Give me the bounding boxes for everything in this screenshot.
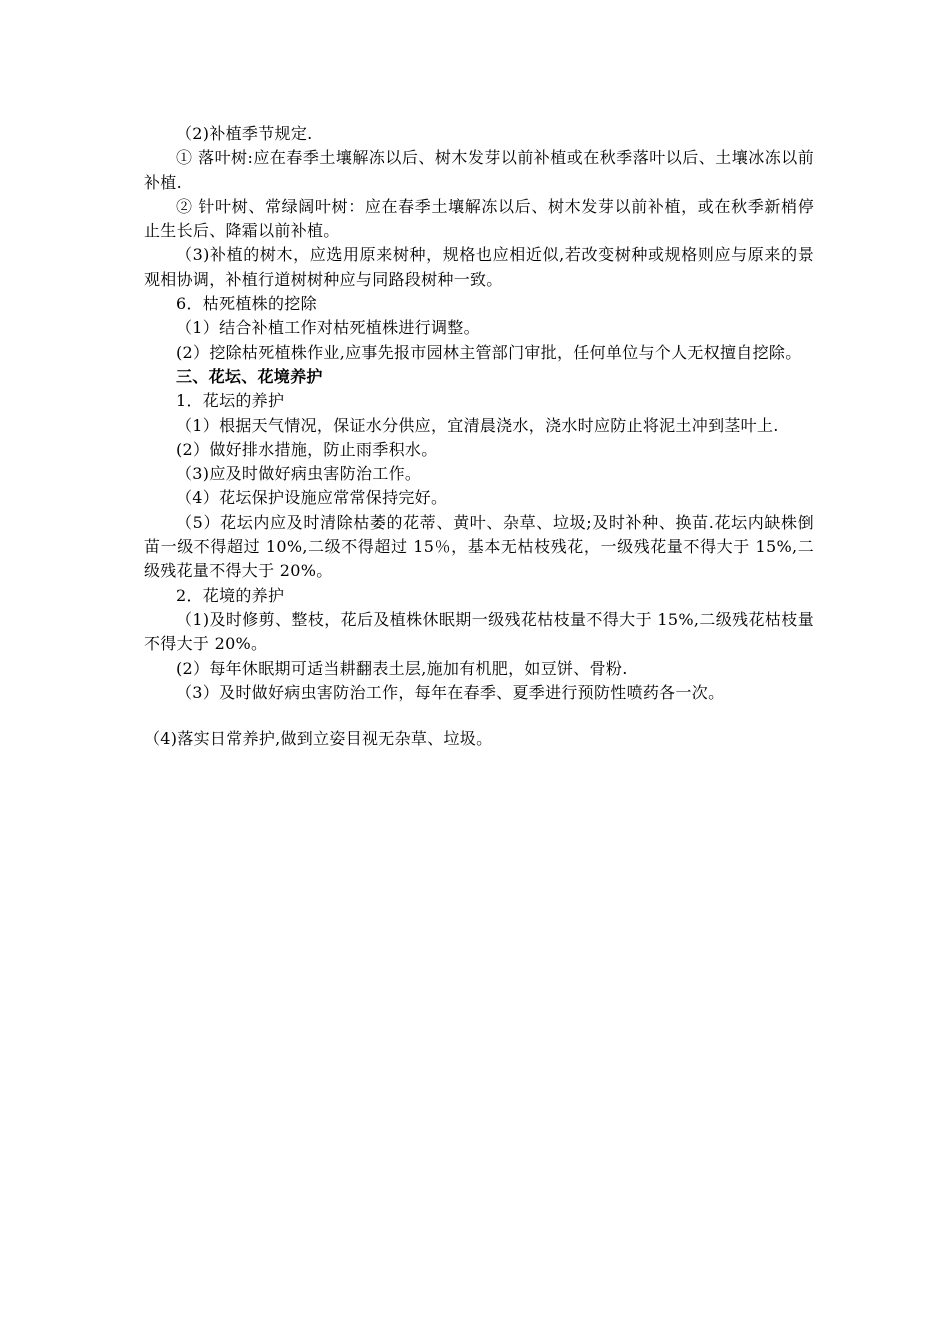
paragraph-watering: （1）根据天气情况，保证水分供应，宜清晨浇水，浇水时应防止将泥土冲到茎叶上. bbox=[176, 415, 779, 435]
chapter-heading-flowerbed-care: 三、花坛、花境养护 bbox=[176, 366, 323, 386]
section-heading-flower-border: 2．花境的养护 bbox=[176, 585, 285, 605]
paragraph-fertilizing: (2）每年休眠期可适当耕翻表土层,施加有机肥，如豆饼、骨粉. bbox=[176, 658, 628, 678]
paragraph-adjust-dead-plants: （1）结合补植工作对枯死植株进行调整。 bbox=[176, 318, 480, 338]
document-body bbox=[144, 122, 814, 751]
paragraph-replant-species: （3)补植的树木，应选用原来树种，规格也应相近似,若改变树种或规格则应与原来的景观相协调，补植行道树树种应与同路段树种一致。 bbox=[144, 245, 814, 289]
paragraph-evergreen-trees: ② 针叶树、常绿阔叶树：应在春季土壤解冻以后、树木发芽以前补植，或在秋季新梢停止生长后、降霜以前补植。 bbox=[144, 196, 814, 241]
paragraph-replant-season: （2)补植季节规定. bbox=[176, 124, 313, 143]
section-heading-dead-plant-removal: 6．枯死植株的挖除 bbox=[176, 294, 317, 314]
paragraph-deciduous-trees: ① 落叶树:应在春季土壤解冻以后、树木发芽以前补植或在秋季落叶以后、土壤冰冻以前补植. bbox=[144, 148, 814, 192]
paragraph-daily-maintenance: （4)落实日常养护,做到立姿目视无杂草、垃圾。 bbox=[144, 729, 493, 749]
paragraph-removal-approval: (2）挖除枯死植株作业,应事先报市园林主管部门审批，任何单位与个人无权擅自挖除。 bbox=[176, 342, 802, 362]
paragraph-pest-control: （3)应及时做好病虫害防治工作。 bbox=[176, 464, 422, 484]
section-heading-flowerbed: 1．花坛的养护 bbox=[176, 391, 285, 411]
paragraph-drainage: (2）做好排水措施，防止雨季积水。 bbox=[176, 439, 438, 459]
paragraph-protection-facilities: （4）花坛保护设施应常常保持完好。 bbox=[176, 488, 448, 508]
paragraph-cleaning-replanting: （5）花坛内应及时清除枯萎的花蒂、黄叶、杂草、垃圾;及时补种、换苗.花坛内缺株倒苗一级不得超过 10%,二级不得超过 15％，基本无枯枝残花，一级残花量不得大于 15%,二级残花量不得大于 20%。 bbox=[144, 512, 814, 581]
paragraph-spraying: （3）及时做好病虫害防治工作，每年在春季、夏季进行预防性喷药各一次。 bbox=[176, 682, 725, 702]
paragraph-pruning: （1)及时修剪、整枝，花后及植株休眠期一级残花枯枝量不得大于 15%,二级残花枯枝量不得大于 20%。 bbox=[144, 609, 814, 654]
